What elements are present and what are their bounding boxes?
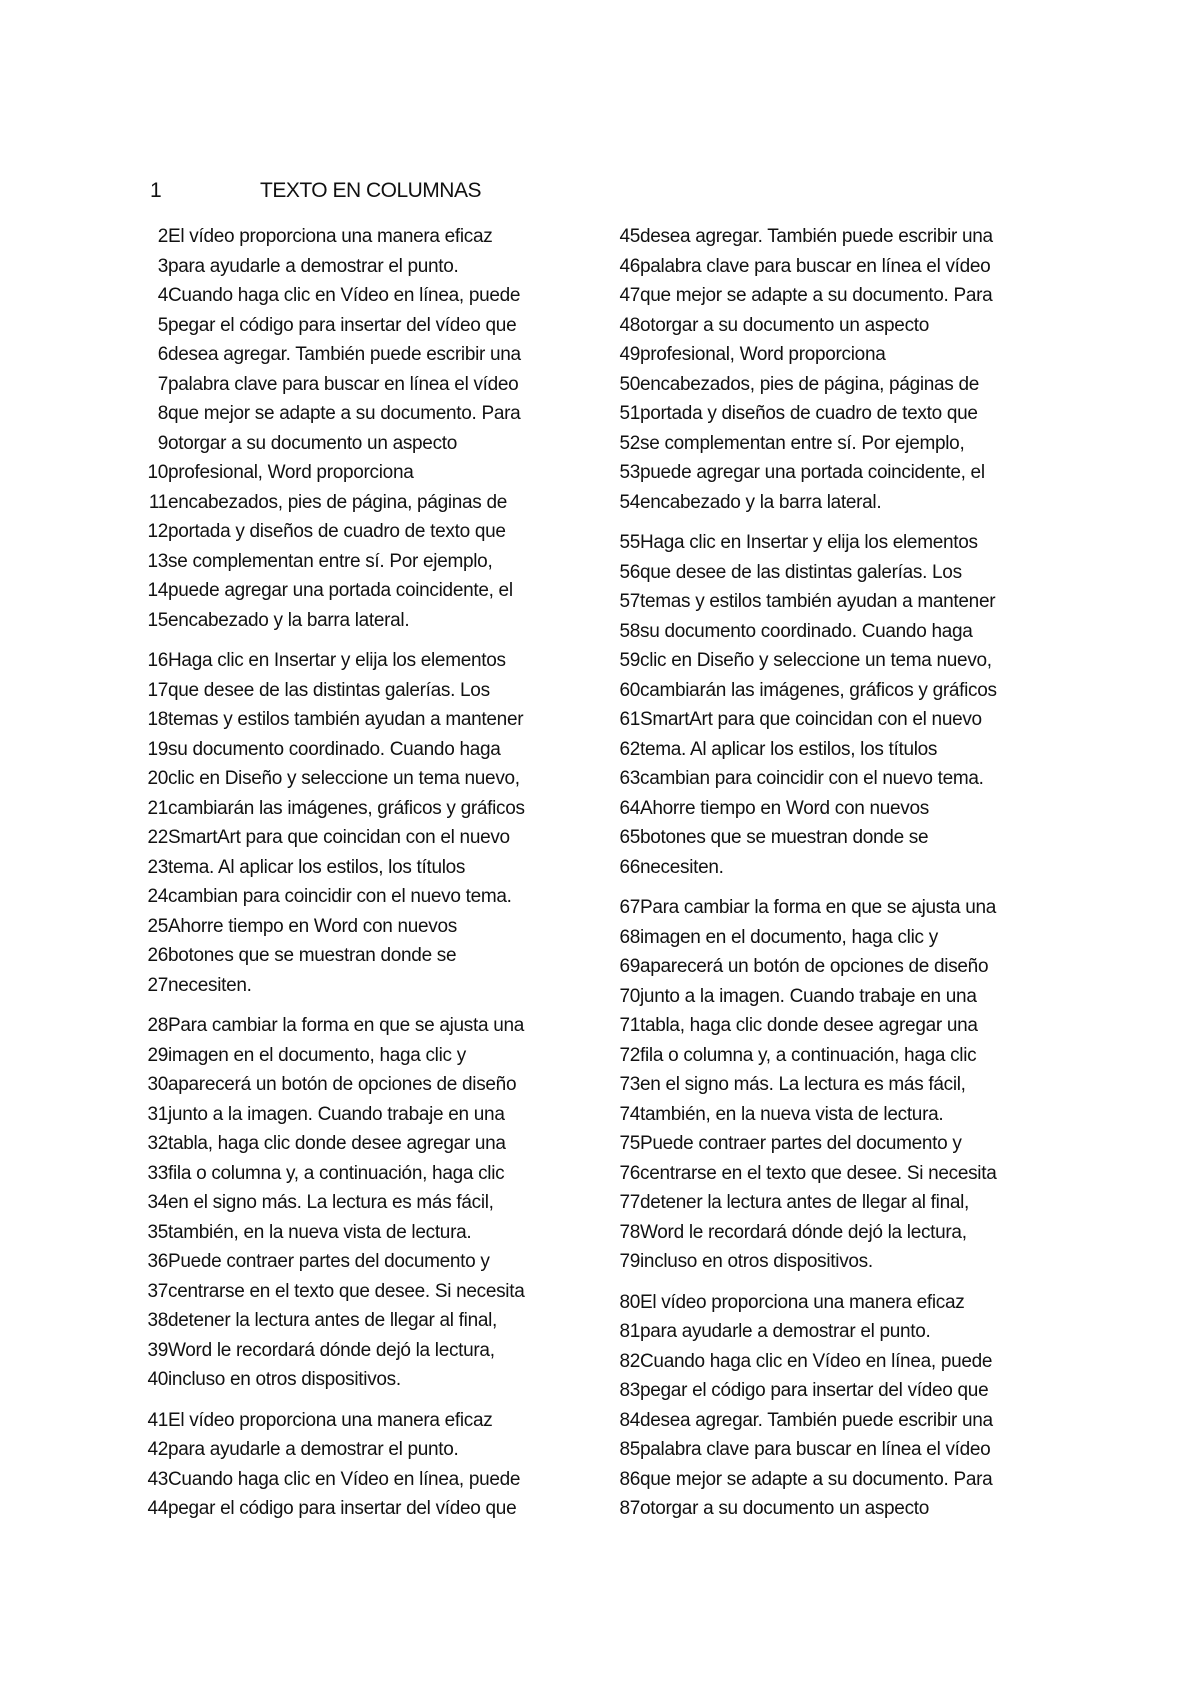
line-number: 72 — [619, 1044, 640, 1066]
line-text: desea agregar. También puede escribir una — [640, 226, 993, 247]
line-number: 26 — [147, 945, 168, 966]
line-number: 25 — [147, 915, 168, 937]
line-text: también, en la nueva vista de lectura. — [168, 1221, 472, 1243]
line-text: cambian para coincidir con el nuevo tema. — [168, 886, 512, 907]
line-number: 28 — [147, 1015, 168, 1036]
line-text: palabra clave para buscar en línea el vídeo — [640, 255, 991, 277]
text-line — [140, 1218, 580, 1248]
line-number: 37 — [147, 1280, 168, 1302]
text-line — [140, 370, 580, 400]
line-number: 55 — [619, 532, 640, 553]
line-text: en el signo más. La lectura es más fácil, — [640, 1074, 966, 1095]
text-line — [140, 340, 580, 370]
text-line — [140, 882, 580, 912]
line-number: 51 — [619, 403, 640, 424]
paragraph — [612, 222, 1052, 517]
text-line — [612, 587, 1052, 617]
line-text: pegar el código para insertar del vídeo que — [168, 1498, 517, 1519]
text-line — [140, 823, 580, 853]
text-line — [140, 646, 580, 676]
line-text: El vídeo proporciona una manera eficaz — [168, 226, 493, 247]
line-text: incluso en otros dispositivos. — [640, 1251, 873, 1272]
line-text: su documento coordinado. Cuando haga — [168, 738, 501, 760]
section-heading — [150, 176, 650, 206]
line-text: necesiten. — [640, 856, 724, 878]
text-line — [140, 606, 580, 636]
line-number: 34 — [147, 1192, 168, 1213]
line-number: 12 — [147, 521, 168, 542]
text-line — [140, 311, 580, 341]
line-number: 47 — [619, 285, 640, 306]
text-line — [140, 1435, 580, 1465]
line-number: 63 — [619, 768, 640, 789]
line-text: El vídeo proporciona una manera eficaz — [640, 1291, 965, 1313]
text-line — [140, 853, 580, 883]
line-text: Ahorre tiempo en Word con nuevos — [640, 797, 929, 819]
line-text: encabezados, pies de página, páginas de — [168, 491, 508, 513]
line-number: 43 — [147, 1468, 168, 1490]
line-number: 48 — [619, 314, 640, 336]
line-number: 35 — [147, 1221, 168, 1243]
paragraph — [612, 528, 1052, 882]
line-number: 87 — [619, 1498, 640, 1519]
line-text: botones que se muestran donde se — [168, 945, 457, 966]
text-column-right — [612, 222, 1052, 1535]
line-text: aparecerá un botón de opciones de diseño — [640, 956, 989, 977]
line-text: encabezado y la barra lateral. — [640, 491, 882, 513]
line-text: profesional, Word proporciona — [168, 462, 414, 483]
line-number: 59 — [619, 650, 640, 671]
paragraph — [612, 1288, 1052, 1524]
text-line — [612, 764, 1052, 794]
text-line — [140, 1188, 580, 1218]
line-text: temas y estilos también ayudan a mantener — [168, 709, 524, 730]
line-number: 18 — [147, 709, 168, 730]
line-number: 71 — [619, 1015, 640, 1036]
text-line — [612, 399, 1052, 429]
text-line — [140, 676, 580, 706]
line-text: palabra clave para buscar en línea el vídeo — [640, 1439, 991, 1460]
line-text: clic en Diseño y seleccione un tema nuevo, — [640, 650, 992, 671]
line-text: tema. Al aplicar los estilos, los títulos — [168, 856, 466, 878]
text-line — [140, 1406, 580, 1436]
text-line — [612, 923, 1052, 953]
text-line — [140, 1129, 580, 1159]
text-line — [140, 1100, 580, 1130]
text-line — [612, 735, 1052, 765]
line-number: 76 — [619, 1162, 640, 1184]
line-text: Para cambiar la forma en que se ajusta una — [640, 897, 996, 918]
line-number: 32 — [147, 1133, 168, 1154]
line-text: cambiarán las imágenes, gráficos y gráficos — [168, 797, 525, 819]
text-line — [612, 429, 1052, 459]
text-line — [140, 735, 580, 765]
line-number: 64 — [619, 797, 640, 819]
text-line — [612, 1188, 1052, 1218]
text-line — [140, 252, 580, 282]
line-text: Puede contraer partes del documento y — [168, 1251, 490, 1272]
line-number: 22 — [147, 827, 168, 848]
line-number: 65 — [619, 827, 640, 848]
line-number: 56 — [619, 561, 640, 583]
text-line — [140, 1365, 580, 1395]
text-line — [612, 1070, 1052, 1100]
line-number: 78 — [619, 1221, 640, 1243]
line-text: Para cambiar la forma en que se ajusta una — [168, 1015, 524, 1036]
text-line — [612, 1218, 1052, 1248]
line-text: Cuando haga clic en Vídeo en línea, puede — [168, 1468, 521, 1490]
line-text: profesional, Word proporciona — [640, 344, 886, 365]
line-text: en el signo más. La lectura es más fácil, — [168, 1192, 494, 1213]
line-number: 8 — [157, 403, 168, 424]
line-text: cambiarán las imágenes, gráficos y gráficos — [640, 679, 997, 701]
line-text: tabla, haga clic donde desee agregar una — [640, 1015, 978, 1036]
text-line — [140, 547, 580, 577]
line-number: 24 — [147, 886, 168, 907]
text-line — [612, 1494, 1052, 1524]
line-text: que mejor se adapte a su documento. Para — [640, 285, 993, 306]
line-number: 13 — [147, 550, 168, 572]
line-text: Word le recordará dónde dejó la lectura, — [640, 1221, 967, 1243]
line-text: fila o columna y, a continuación, haga clic — [640, 1044, 977, 1066]
line-number: 40 — [147, 1369, 168, 1390]
text-line — [140, 1070, 580, 1100]
line-text: que mejor se adapte a su documento. Para — [640, 1468, 993, 1490]
line-number: 81 — [619, 1321, 640, 1342]
line-text: temas y estilos también ayudan a mantener — [640, 591, 996, 612]
line-text: El vídeo proporciona una manera eficaz — [168, 1409, 493, 1431]
line-text: se complementan entre sí. Por ejemplo, — [640, 432, 965, 454]
line-number: 39 — [147, 1339, 168, 1361]
line-text: Cuando haga clic en Vídeo en línea, puede — [168, 285, 521, 306]
line-text: que desee de las distintas galerías. Los — [640, 561, 962, 583]
line-text: Word le recordará dónde dejó la lectura, — [168, 1339, 495, 1361]
text-line — [140, 1465, 580, 1495]
line-number: 38 — [147, 1310, 168, 1331]
text-line — [612, 1347, 1052, 1377]
text-line — [612, 252, 1052, 282]
line-text: se complementan entre sí. Por ejemplo, — [168, 550, 493, 572]
line-text: puede agregar una portada coincidente, el — [168, 580, 513, 601]
text-line — [612, 617, 1052, 647]
line-text: Cuando haga clic en Vídeo en línea, puede — [640, 1350, 993, 1372]
line-text: para ayudarle a demostrar el punto. — [168, 255, 459, 277]
line-text: clic en Diseño y seleccione un tema nuevo, — [168, 768, 520, 789]
text-line — [612, 1100, 1052, 1130]
text-line — [140, 794, 580, 824]
text-line — [612, 982, 1052, 1012]
paragraph — [140, 646, 580, 1000]
paragraph — [612, 893, 1052, 1277]
line-number: 86 — [619, 1468, 640, 1490]
text-line — [612, 1129, 1052, 1159]
line-number: 20 — [147, 768, 168, 789]
text-line — [140, 941, 580, 971]
line-text: botones que se muestran donde se — [640, 827, 929, 848]
text-line — [612, 370, 1052, 400]
line-number: 6 — [157, 344, 168, 365]
line-number: 62 — [619, 738, 640, 760]
line-number: 41 — [147, 1409, 168, 1431]
line-number: 29 — [147, 1044, 168, 1066]
line-number: 23 — [147, 856, 168, 878]
text-line — [612, 1317, 1052, 1347]
line-number: 14 — [147, 580, 168, 601]
text-line — [612, 222, 1052, 252]
text-line — [140, 488, 580, 518]
line-text: desea agregar. También puede escribir una — [640, 1409, 993, 1431]
line-text: pegar el código para insertar del vídeo que — [640, 1380, 989, 1401]
line-text: otorgar a su documento un aspecto — [168, 432, 458, 454]
line-number: 83 — [619, 1380, 640, 1401]
line-text: palabra clave para buscar en línea el vídeo — [168, 373, 519, 395]
line-text: centrarse en el texto que desee. Si necesita — [168, 1280, 525, 1302]
line-number: 27 — [147, 974, 168, 996]
text-line — [140, 1306, 580, 1336]
line-number: 49 — [619, 344, 640, 365]
line-number: 50 — [619, 373, 640, 395]
line-text: Haga clic en Insertar y elija los elementos — [640, 532, 978, 553]
text-line — [612, 488, 1052, 518]
text-line — [140, 576, 580, 606]
text-line — [140, 912, 580, 942]
text-line — [612, 311, 1052, 341]
line-text: incluso en otros dispositivos. — [168, 1369, 401, 1390]
line-number: 31 — [147, 1103, 168, 1125]
text-line — [140, 1011, 580, 1041]
text-line — [140, 222, 580, 252]
line-number: 66 — [619, 856, 640, 878]
text-line — [140, 281, 580, 311]
line-text: aparecerá un botón de opciones de diseño — [168, 1074, 517, 1095]
line-number: 82 — [619, 1350, 640, 1372]
line-text: SmartArt para que coincidan con el nuevo — [640, 709, 982, 730]
line-text: que mejor se adapte a su documento. Para — [168, 403, 521, 424]
text-line — [140, 1041, 580, 1071]
line-number: 7 — [157, 373, 168, 395]
text-column-left — [140, 222, 580, 1535]
line-text: centrarse en el texto que desee. Si necesita — [640, 1162, 997, 1184]
text-line — [612, 893, 1052, 923]
text-line — [612, 1406, 1052, 1436]
line-text: para ayudarle a demostrar el punto. — [168, 1439, 459, 1460]
text-line — [140, 1336, 580, 1366]
text-line — [612, 676, 1052, 706]
text-line — [612, 528, 1052, 558]
line-text: junto a la imagen. Cuando trabaje en una — [640, 985, 977, 1007]
text-line — [140, 517, 580, 547]
text-line — [140, 1159, 580, 1189]
line-text: desea agregar. También puede escribir una — [168, 344, 521, 365]
line-number: 21 — [147, 797, 168, 819]
text-line — [612, 340, 1052, 370]
text-line — [612, 1247, 1052, 1277]
line-number: 77 — [619, 1192, 640, 1213]
text-line — [612, 1435, 1052, 1465]
text-line — [140, 458, 580, 488]
heading-line-number: 1 — [150, 179, 162, 202]
text-line — [612, 823, 1052, 853]
line-number: 5 — [157, 314, 168, 336]
text-line — [140, 399, 580, 429]
line-number: 54 — [619, 491, 640, 513]
line-number: 3 — [157, 255, 168, 277]
line-number: 33 — [147, 1162, 168, 1184]
text-line — [140, 1277, 580, 1307]
text-line — [612, 705, 1052, 735]
paragraph — [140, 1406, 580, 1524]
line-text: su documento coordinado. Cuando haga — [640, 620, 973, 642]
line-number: 52 — [619, 432, 640, 454]
line-number: 15 — [147, 609, 168, 631]
text-line — [612, 1376, 1052, 1406]
text-line — [612, 1288, 1052, 1318]
text-line — [612, 558, 1052, 588]
line-number: 45 — [619, 226, 640, 247]
line-number: 60 — [619, 679, 640, 701]
line-number: 75 — [619, 1133, 640, 1154]
line-text: encabezados, pies de página, páginas de — [640, 373, 980, 395]
line-text: otorgar a su documento un aspecto — [640, 314, 930, 336]
line-text: portada y diseños de cuadro de texto que — [640, 403, 978, 424]
line-text: también, en la nueva vista de lectura. — [640, 1103, 944, 1125]
line-number: 53 — [619, 462, 640, 483]
line-number: 84 — [619, 1409, 640, 1431]
line-text: necesiten. — [168, 974, 252, 996]
text-line — [140, 429, 580, 459]
line-number: 80 — [619, 1291, 640, 1313]
line-text: SmartArt para que coincidan con el nuevo — [168, 827, 510, 848]
line-number: 79 — [619, 1251, 640, 1272]
line-text: detener la lectura antes de llegar al final, — [640, 1192, 970, 1213]
text-line — [612, 1011, 1052, 1041]
line-number: 30 — [147, 1074, 168, 1095]
line-number: 9 — [157, 432, 168, 454]
line-number: 57 — [619, 591, 640, 612]
line-text: puede agregar una portada coincidente, el — [640, 462, 985, 483]
line-number: 16 — [147, 650, 168, 671]
line-number: 70 — [619, 985, 640, 1007]
line-number: 17 — [147, 679, 168, 701]
line-number: 19 — [147, 738, 168, 760]
line-text: tabla, haga clic donde desee agregar una — [168, 1133, 506, 1154]
line-text: fila o columna y, a continuación, haga clic — [168, 1162, 505, 1184]
line-number: 69 — [619, 956, 640, 977]
line-number: 67 — [619, 897, 640, 918]
line-number: 73 — [619, 1074, 640, 1095]
line-number: 11 — [148, 491, 168, 513]
text-line — [612, 794, 1052, 824]
line-text: tema. Al aplicar los estilos, los títulos — [640, 738, 938, 760]
line-number: 10 — [147, 462, 168, 483]
line-text: que desee de las distintas galerías. Los — [168, 679, 490, 701]
line-text: imagen en el documento, haga clic y — [640, 926, 938, 948]
line-number: 68 — [619, 926, 640, 948]
paragraph — [140, 222, 580, 635]
line-text: imagen en el documento, haga clic y — [168, 1044, 466, 1066]
line-text: encabezado y la barra lateral. — [168, 609, 410, 631]
line-number: 74 — [619, 1103, 640, 1125]
line-number: 36 — [147, 1251, 168, 1272]
line-number: 4 — [157, 285, 168, 306]
text-line — [140, 971, 580, 1001]
text-line — [612, 1159, 1052, 1189]
text-line — [612, 952, 1052, 982]
line-number: 58 — [619, 620, 640, 642]
line-text: Haga clic en Insertar y elija los elementos — [168, 650, 506, 671]
line-text: Ahorre tiempo en Word con nuevos — [168, 915, 457, 937]
text-line — [140, 1247, 580, 1277]
line-text: portada y diseños de cuadro de texto que — [168, 521, 506, 542]
text-line — [612, 458, 1052, 488]
line-text: otorgar a su documento un aspecto — [640, 1498, 930, 1519]
line-text: Puede contraer partes del documento y — [640, 1133, 962, 1154]
paragraph — [140, 1011, 580, 1395]
line-number: 61 — [619, 709, 640, 730]
line-text: detener la lectura antes de llegar al final, — [168, 1310, 498, 1331]
line-text: cambian para coincidir con el nuevo tema. — [640, 768, 984, 789]
line-number: 85 — [619, 1439, 640, 1460]
line-number: 2 — [157, 226, 168, 247]
line-number: 44 — [147, 1498, 168, 1519]
line-text: junto a la imagen. Cuando trabaje en una — [168, 1103, 505, 1125]
line-number: 46 — [619, 255, 640, 277]
line-number: 42 — [147, 1439, 168, 1460]
text-line — [612, 281, 1052, 311]
text-line — [612, 853, 1052, 883]
text-line — [140, 1494, 580, 1524]
heading-title: TEXTO EN COLUMNAS — [260, 179, 481, 202]
text-line — [612, 646, 1052, 676]
text-line — [612, 1465, 1052, 1495]
line-text: para ayudarle a demostrar el punto. — [640, 1321, 931, 1342]
text-line — [140, 764, 580, 794]
line-text: pegar el código para insertar del vídeo que — [168, 314, 517, 336]
text-line — [612, 1041, 1052, 1071]
text-line — [140, 705, 580, 735]
